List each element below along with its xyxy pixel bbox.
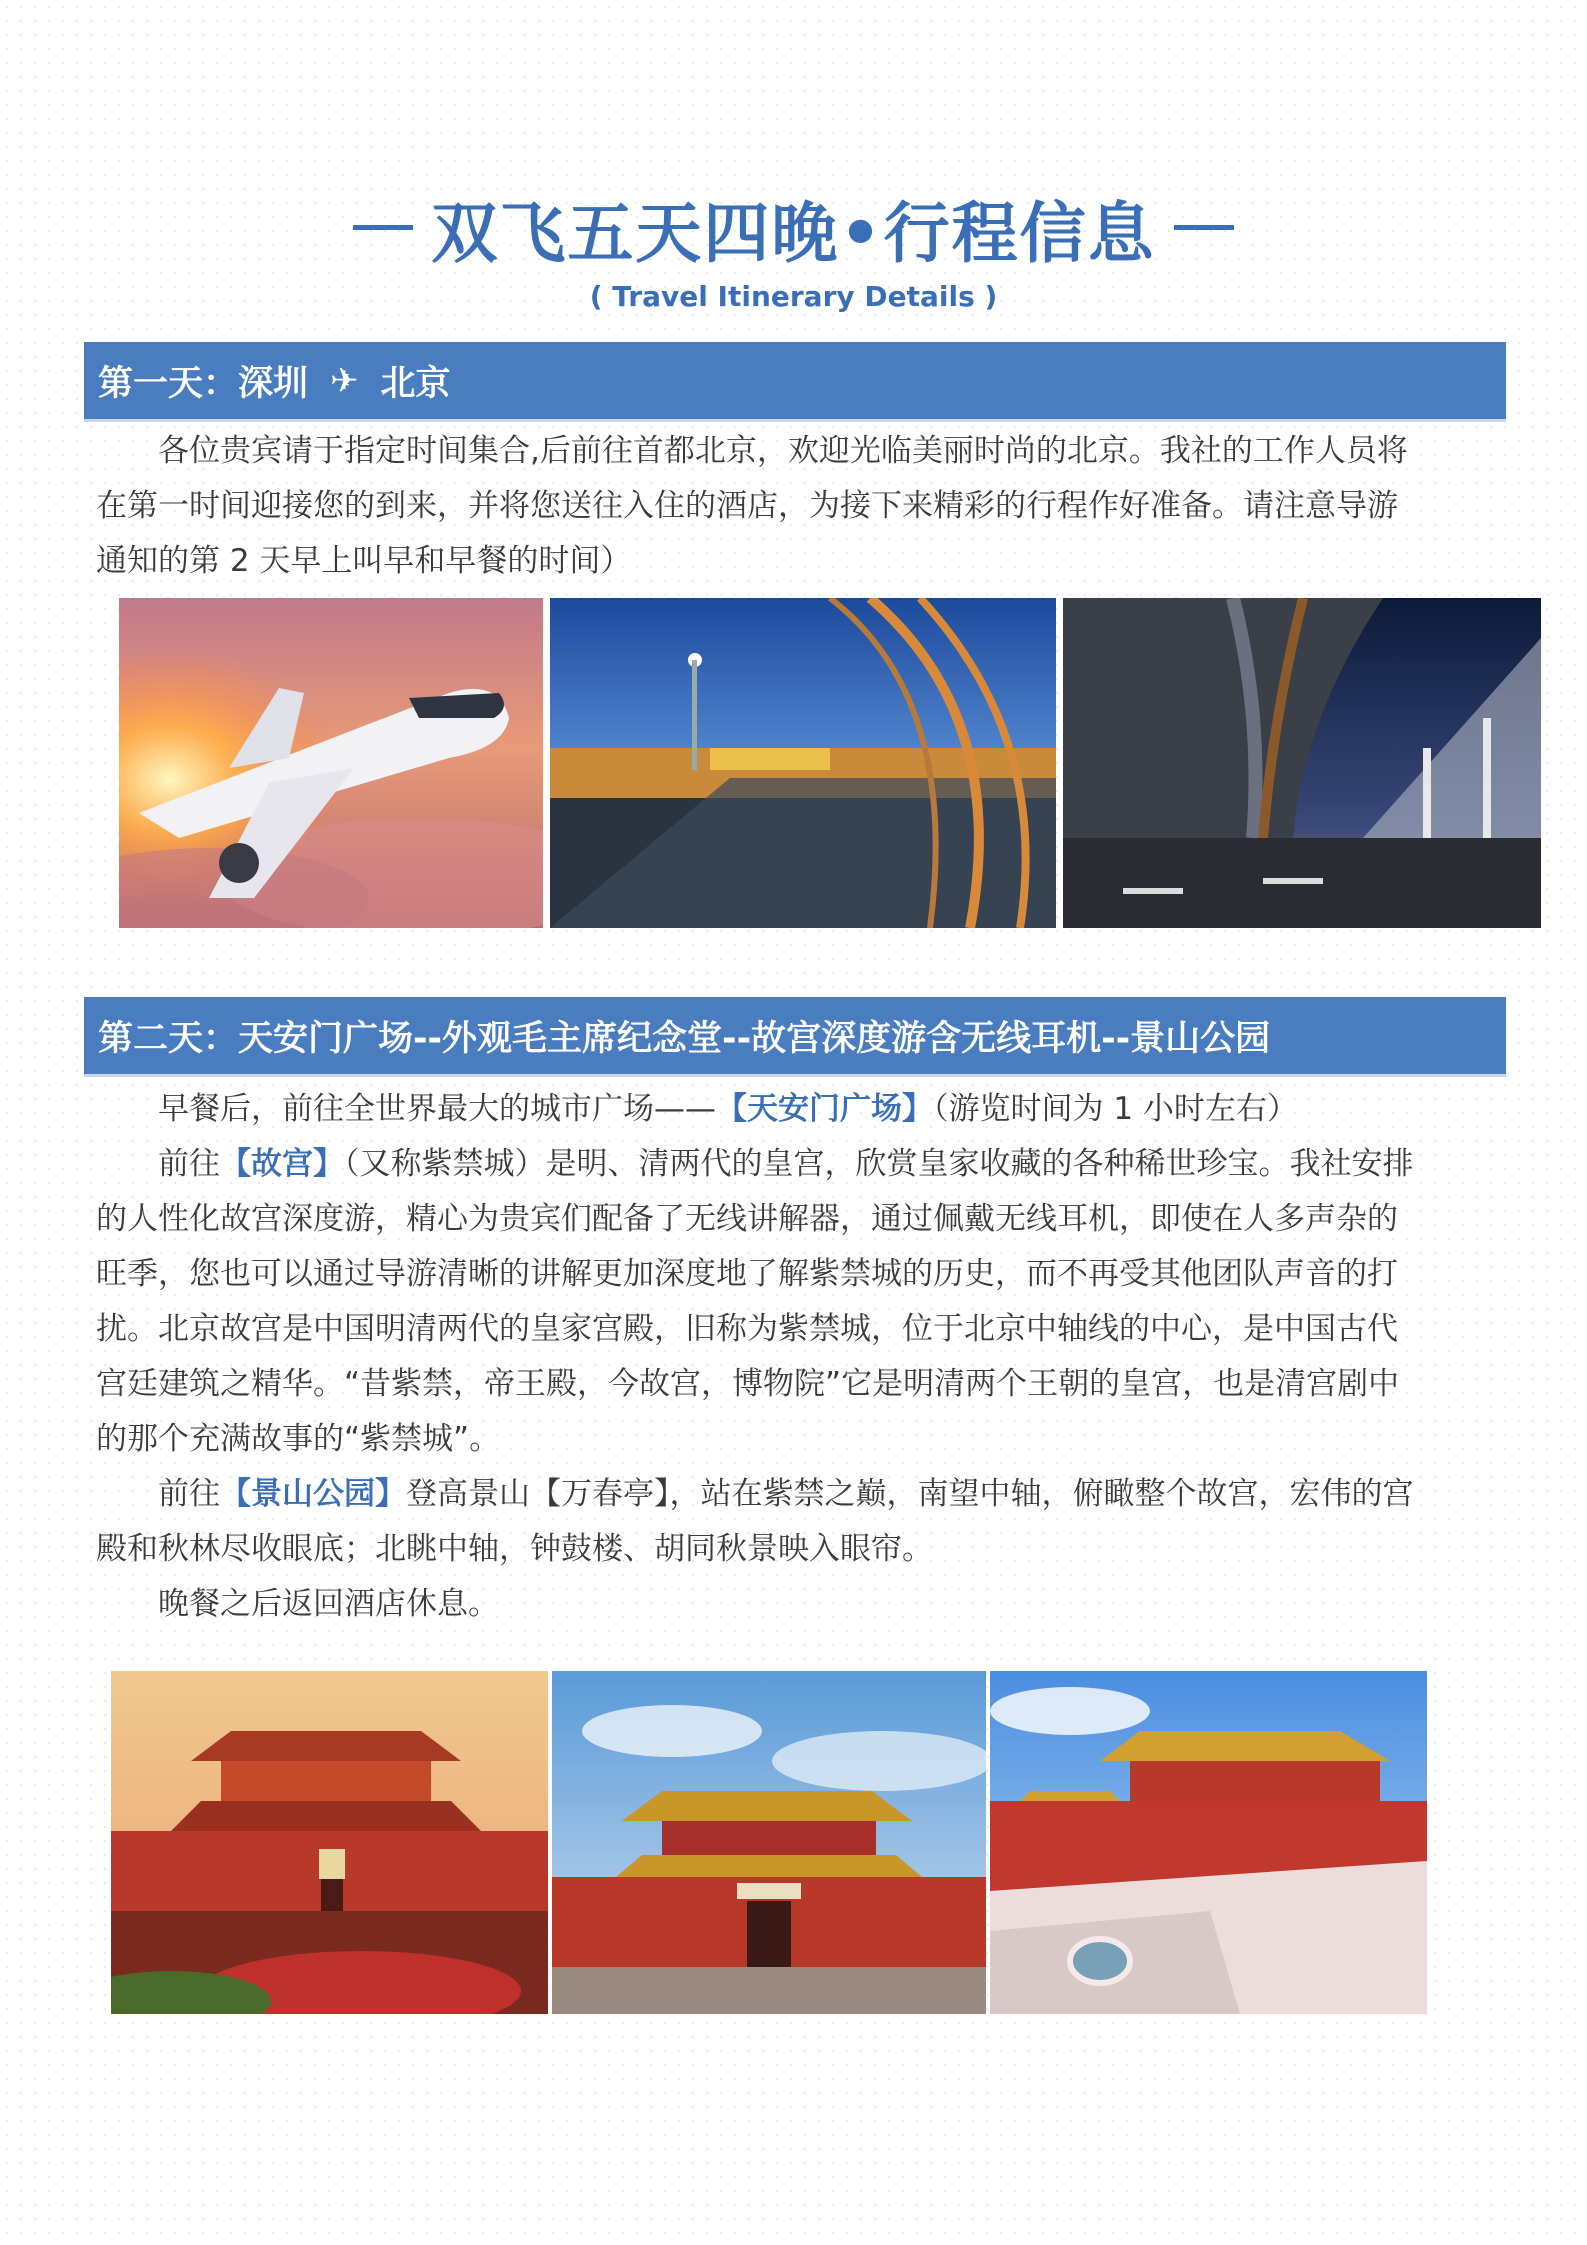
day2-p1-after: （游览时间为 1 小时左右） (933, 1091, 1298, 1127)
airport-drop-off-road-photo (1063, 598, 1541, 928)
day1-heading-suffix: 北京 (380, 363, 451, 404)
day1-heading-bar (84, 342, 1506, 422)
day2-paragraph-1 (96, 1082, 1426, 1137)
tiananmen-gate-photo (111, 1671, 548, 2014)
day2-p2-before: 前往 (158, 1146, 220, 1182)
day2-paragraph-4 (96, 1577, 1426, 1632)
day2-heading-bar (84, 997, 1506, 1077)
day2-paragraph-3 (96, 1467, 1426, 1577)
airplane-icon: ✈ (330, 360, 359, 401)
day2-p3-text: 登高景山【万春亭】，站在紫禁之巅，南望中轴，俯瞰整个故宫，宏伟的宫殿和秋林尽收眼底；北眺中轴，钟鼓楼、胡同秋景映入眼帘。 (96, 1476, 1414, 1567)
day2-p1-text: 早餐后，前往全世界最大的城市广场—— (158, 1091, 716, 1127)
airport-terminal-night-photo (550, 598, 1056, 928)
day2-p4-text: 晚餐之后返回酒店休息。 (158, 1586, 499, 1622)
jingshan-highlight: 【景山公园】 (220, 1476, 406, 1512)
page-title-wrap (0, 180, 1587, 275)
title-right-dash (1174, 225, 1234, 230)
tiananmen-highlight: 【天安门广场】 (716, 1091, 933, 1127)
page-title (353, 180, 1233, 275)
title-left-dash (353, 225, 413, 230)
forbidden-city-corner-moat-photo (990, 1671, 1427, 2014)
forbidden-city-gate-photo (552, 1671, 986, 2014)
forbidden-city-highlight: 【故宫】 (220, 1146, 344, 1182)
day2-heading: 第二天：天安门广场--外观毛主席纪念堂--故宫深度游含无线耳机--景山公园 (98, 1018, 1271, 1059)
page-subtitle: ( Travel Itinerary Details ) (589, 280, 998, 313)
page-title-text: 双飞五天四晚•行程信息 (431, 195, 1156, 272)
day1-heading-prefix: 第一天：深圳 (98, 363, 309, 404)
day2-paragraph-2 (96, 1137, 1426, 1467)
airplane-photo (119, 598, 543, 928)
day1-paragraph (96, 424, 1426, 589)
day1-paragraph-text: 各位贵宾请于指定时间集合,后前往首都北京，欢迎光临美丽时尚的北京。我社的工作人员将在第一时间迎接您的到来，并将您送往入住的酒店，为接下来精彩的行程作好准备。请注意导游通知的第 2 天早上叫早和早餐的时间） (96, 433, 1408, 579)
day2-p3-before: 前往 (158, 1476, 220, 1512)
day2-p2-text: （又称紫禁城）是明、清两代的皇宫，欣赏皇家收藏的各种稀世珍宝。我社安排的人性化故宫深度游，精心为贵宾们配备了无线讲解器，通过佩戴无线耳机，即使在人多声杂的旺季，您也可以通过导游清晰的讲解更加深度地了解紫禁城的历史，而不再受其他团队声音的打扰。北京故宫是中国明清两代的皇家宫殿，旧称为紫禁城，位于北京中轴线的中心，是中国古代宫廷建筑之精华。“昔紫禁，帝王殿，今故宫，博物院”它是明清两个王朝的皇宫，也是清宫剧中的那个充满故事的“紫禁城”。 (96, 1146, 1414, 1457)
